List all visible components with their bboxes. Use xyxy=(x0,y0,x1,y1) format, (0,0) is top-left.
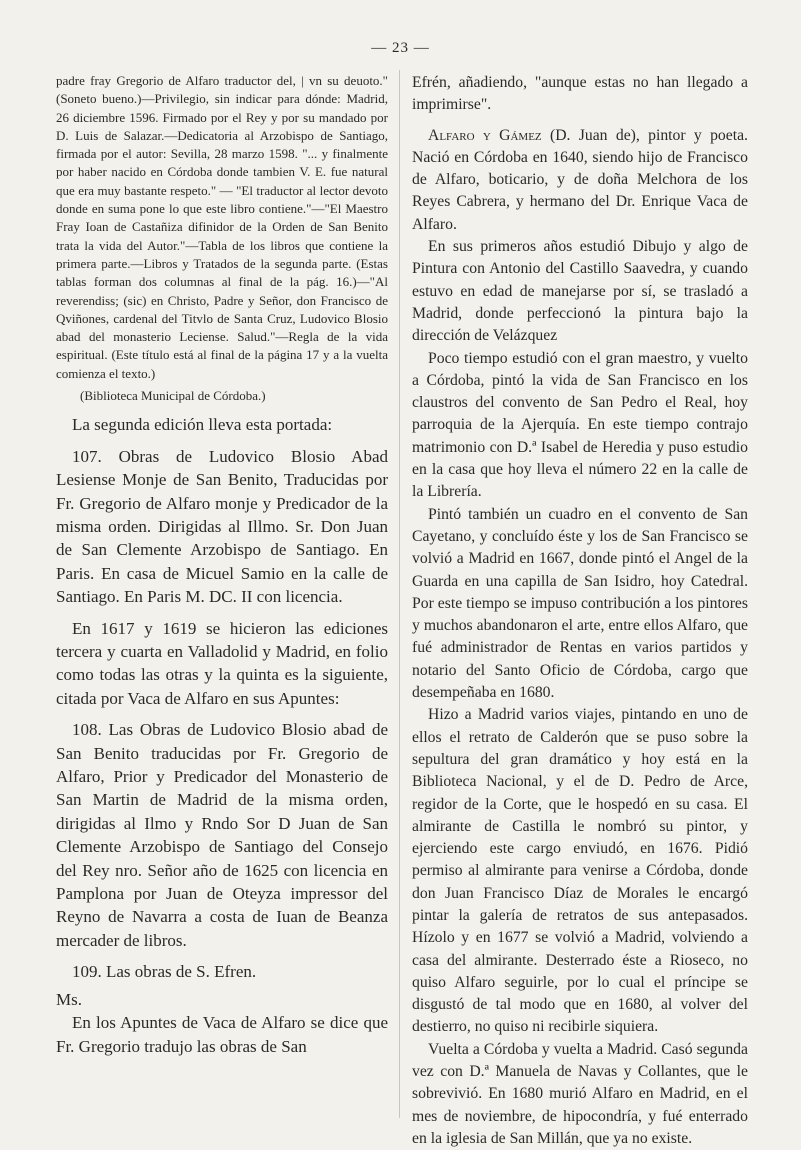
left-column xyxy=(56,72,388,1058)
column-divider xyxy=(399,70,400,1118)
biography-name: Alfaro y Gámez xyxy=(428,126,542,144)
entry-107 xyxy=(56,445,388,609)
entry-title: Las Obras de Ludovico Blosio abad de San Benito traducidas por Fr. Gregorio de Alfaro, Prior y Predicador del Monasterio de San Martin de Madrid de la misma orden, dirigidas al Ilmo y Rndo Sor D Juan de San Clemente Arzobispo de Santiago del Consejo del Rey nro. Señor año de 1625 con licencia en Pamplona por Juan de Oteyza impressor del Reyno de Navarra a costa de Iuan de Beanza mercader de libros. xyxy=(56,720,388,950)
entry-108 xyxy=(56,718,388,952)
entry-number: 109. xyxy=(72,962,102,982)
biography-paragraph: En sus primeros años estudió Dibujo y algo de Pintura con Antonio del Castillo Saavedra, y cuando estuvo en edad de manejarse por sí, se trasladó a Madrid, donde perfeccionó la pintura bajo la dirección de Velázquez xyxy=(412,238,748,345)
library-reference: (Biblioteca Municipal de Córdoba.) xyxy=(80,388,266,404)
biography-paragraph: Hizo a Madrid varios viajes, pintando en uno de ellos el retrato de Calderón que se puso sobre la sepultura del gran dramático y hoy está en la Biblioteca Nacional, y el de D. Pedro de Arce, regidor de la Corte, que le hospedó en su casa. El almirante de Castilla le nombró su pintor, y ejerciendo este cargo enviudó, en 1676. Pidió permiso al almirante para venirse a Córdoba, donde don Juan Francisco Díaz de Morales le encargó pintar la galería de retratos de sus antepasados. Hízolo y en 1677 se volvió a Madrid, volviendo a casa del almirante. Desterrado éste a Rioseco, no quiso Alfaro seguirle, por lo cual el príncipe se disgustó de tal modo que en 1680, al volver del destierro, no quiso ni recibirle siquiera. xyxy=(412,706,748,1036)
entry-109 xyxy=(56,960,388,983)
right-column xyxy=(412,72,748,1150)
efren-continuation: Efrén, añadiendo, "aunque estas no han llegado a imprimirse". xyxy=(412,74,748,114)
catalog-entry-notes: padre fray Gregorio de Alfaro traductor del, | vn su deuoto." (Soneto bueno.)—Privilegio, sin indicar para dónde: Madrid, 26 diciembre 1596. Firmado por el Rey y por su mandado por D. Luis de Salazar.—Dedicatoria al Arzobispo de Santiago, firmada por el autor: Sevilla, 28 marzo 1598. "... y finalmente por haber nacido en Córdoba donde tambien V. E. fue natural que era muy bastante respeto." — "El traductor al lector devoto donde en suma pone lo que este libro contiene."—"El Maestro Fray Ioan de Castañiza difinidor de la Orden de San Benito trata la vida del Autor."—Tabla de los libros que contiene la primera parte.—Libros y Tratados de la segunda parte. (Estas tablas forman dos columnas al final de la pág. 16.)—"Al reverendiss; (sic) en Christo, Padre y Señor, don Francisco de Qviñones, cardenal del Titvlo de Santa Cruz, Ludovico Blosio abad del monasterio Leciense. Salud."—Regla de la vida espiritual. (Este título está al final de la página 17 y a la vuelta comienza el texto.) xyxy=(56,73,388,381)
entry-number: 107. xyxy=(72,446,102,466)
entry-title: Obras de Ludovico Blosio Abad Lesiense Monje de San Benito, Traducidas por Fr. Gregorio de Alfaro monje y Predicador de la misma orden. Dirigidas al Illmo. Sr. Don Juan de San Clemente Arzobispo de Santiago. En Paris. En casa de Micuel Samio en la calle de Santiago. En Paris M. DC. II con licencia. xyxy=(56,446,389,607)
page-number: — 23 — xyxy=(371,40,430,56)
entry-title: Las obras de S. Efren. xyxy=(106,962,257,982)
editions-paragraph: En 1617 y 1619 se hicieron las ediciones tercera y cuarta en Valladolid y Madrid, en folio como todas las otras y la quinta es la siguiente, citada por Vaca de Alfaro en sus Apuntes: xyxy=(56,618,388,708)
biography-intro: (D. Juan de), pintor y poeta. Nació en Córdoba en 1640, siendo hijo de Francisco de Alfaro, boticario, y de doña Melchora de los Reyes Cabrera, y hermano del Dr. Enrique Vaca de Alfaro. xyxy=(412,126,748,233)
entry-number: 108. xyxy=(72,720,102,740)
biography-paragraph: Vuelta a Córdoba y vuelta a Madrid. Casó segunda vez con D.ª Manuela de Navas y Collantes, que le sobrevivió. En 1680 murió Alfaro en Madrid, en el mes de noviembre, de hipocondría, y fué enterrado en la iglesia de San Millán, que ya no existe. xyxy=(412,1040,748,1147)
second-edition-intro: La segunda edición lleva esta portada: xyxy=(72,415,333,435)
biography-heading-paragraph xyxy=(412,125,748,236)
biography-paragraph: Poco tiempo estudió con el gran maestro, y vuelto a Córdoba, pintó la vida de San Francisco en los claustros del convento de San Pedro el Real, hoy parroquia de la Ajerquía. En este tiempo contrajo matrimonio con D.ª Isabel de Heredia y puso estudio en la casa que hoy lleva el número 22 en la calle de la Librería. xyxy=(412,349,748,501)
apuntes-paragraph: En los Apuntes de Vaca de Alfaro se dice que Fr. Gregorio tradujo las obras de San xyxy=(56,1013,388,1056)
manuscript-label: Ms. xyxy=(56,989,82,1009)
biography-paragraph: Pintó también un cuadro en el convento de San Cayetano, y concluído éste y los de San Francisco se volvió a Madrid en 1667, donde pintó el Angel de la Guarda en una capilla de San Isidro, hoy Catedral. Por este tiempo se impuso contribución a los pintores y muchos abandonaron el arte, entre ellos Alfaro, que fué administrador de Rentas en varios partidos y notario del Santo Oficio de Córdoba, cargo que desempeñaba en 1680. xyxy=(412,505,748,702)
